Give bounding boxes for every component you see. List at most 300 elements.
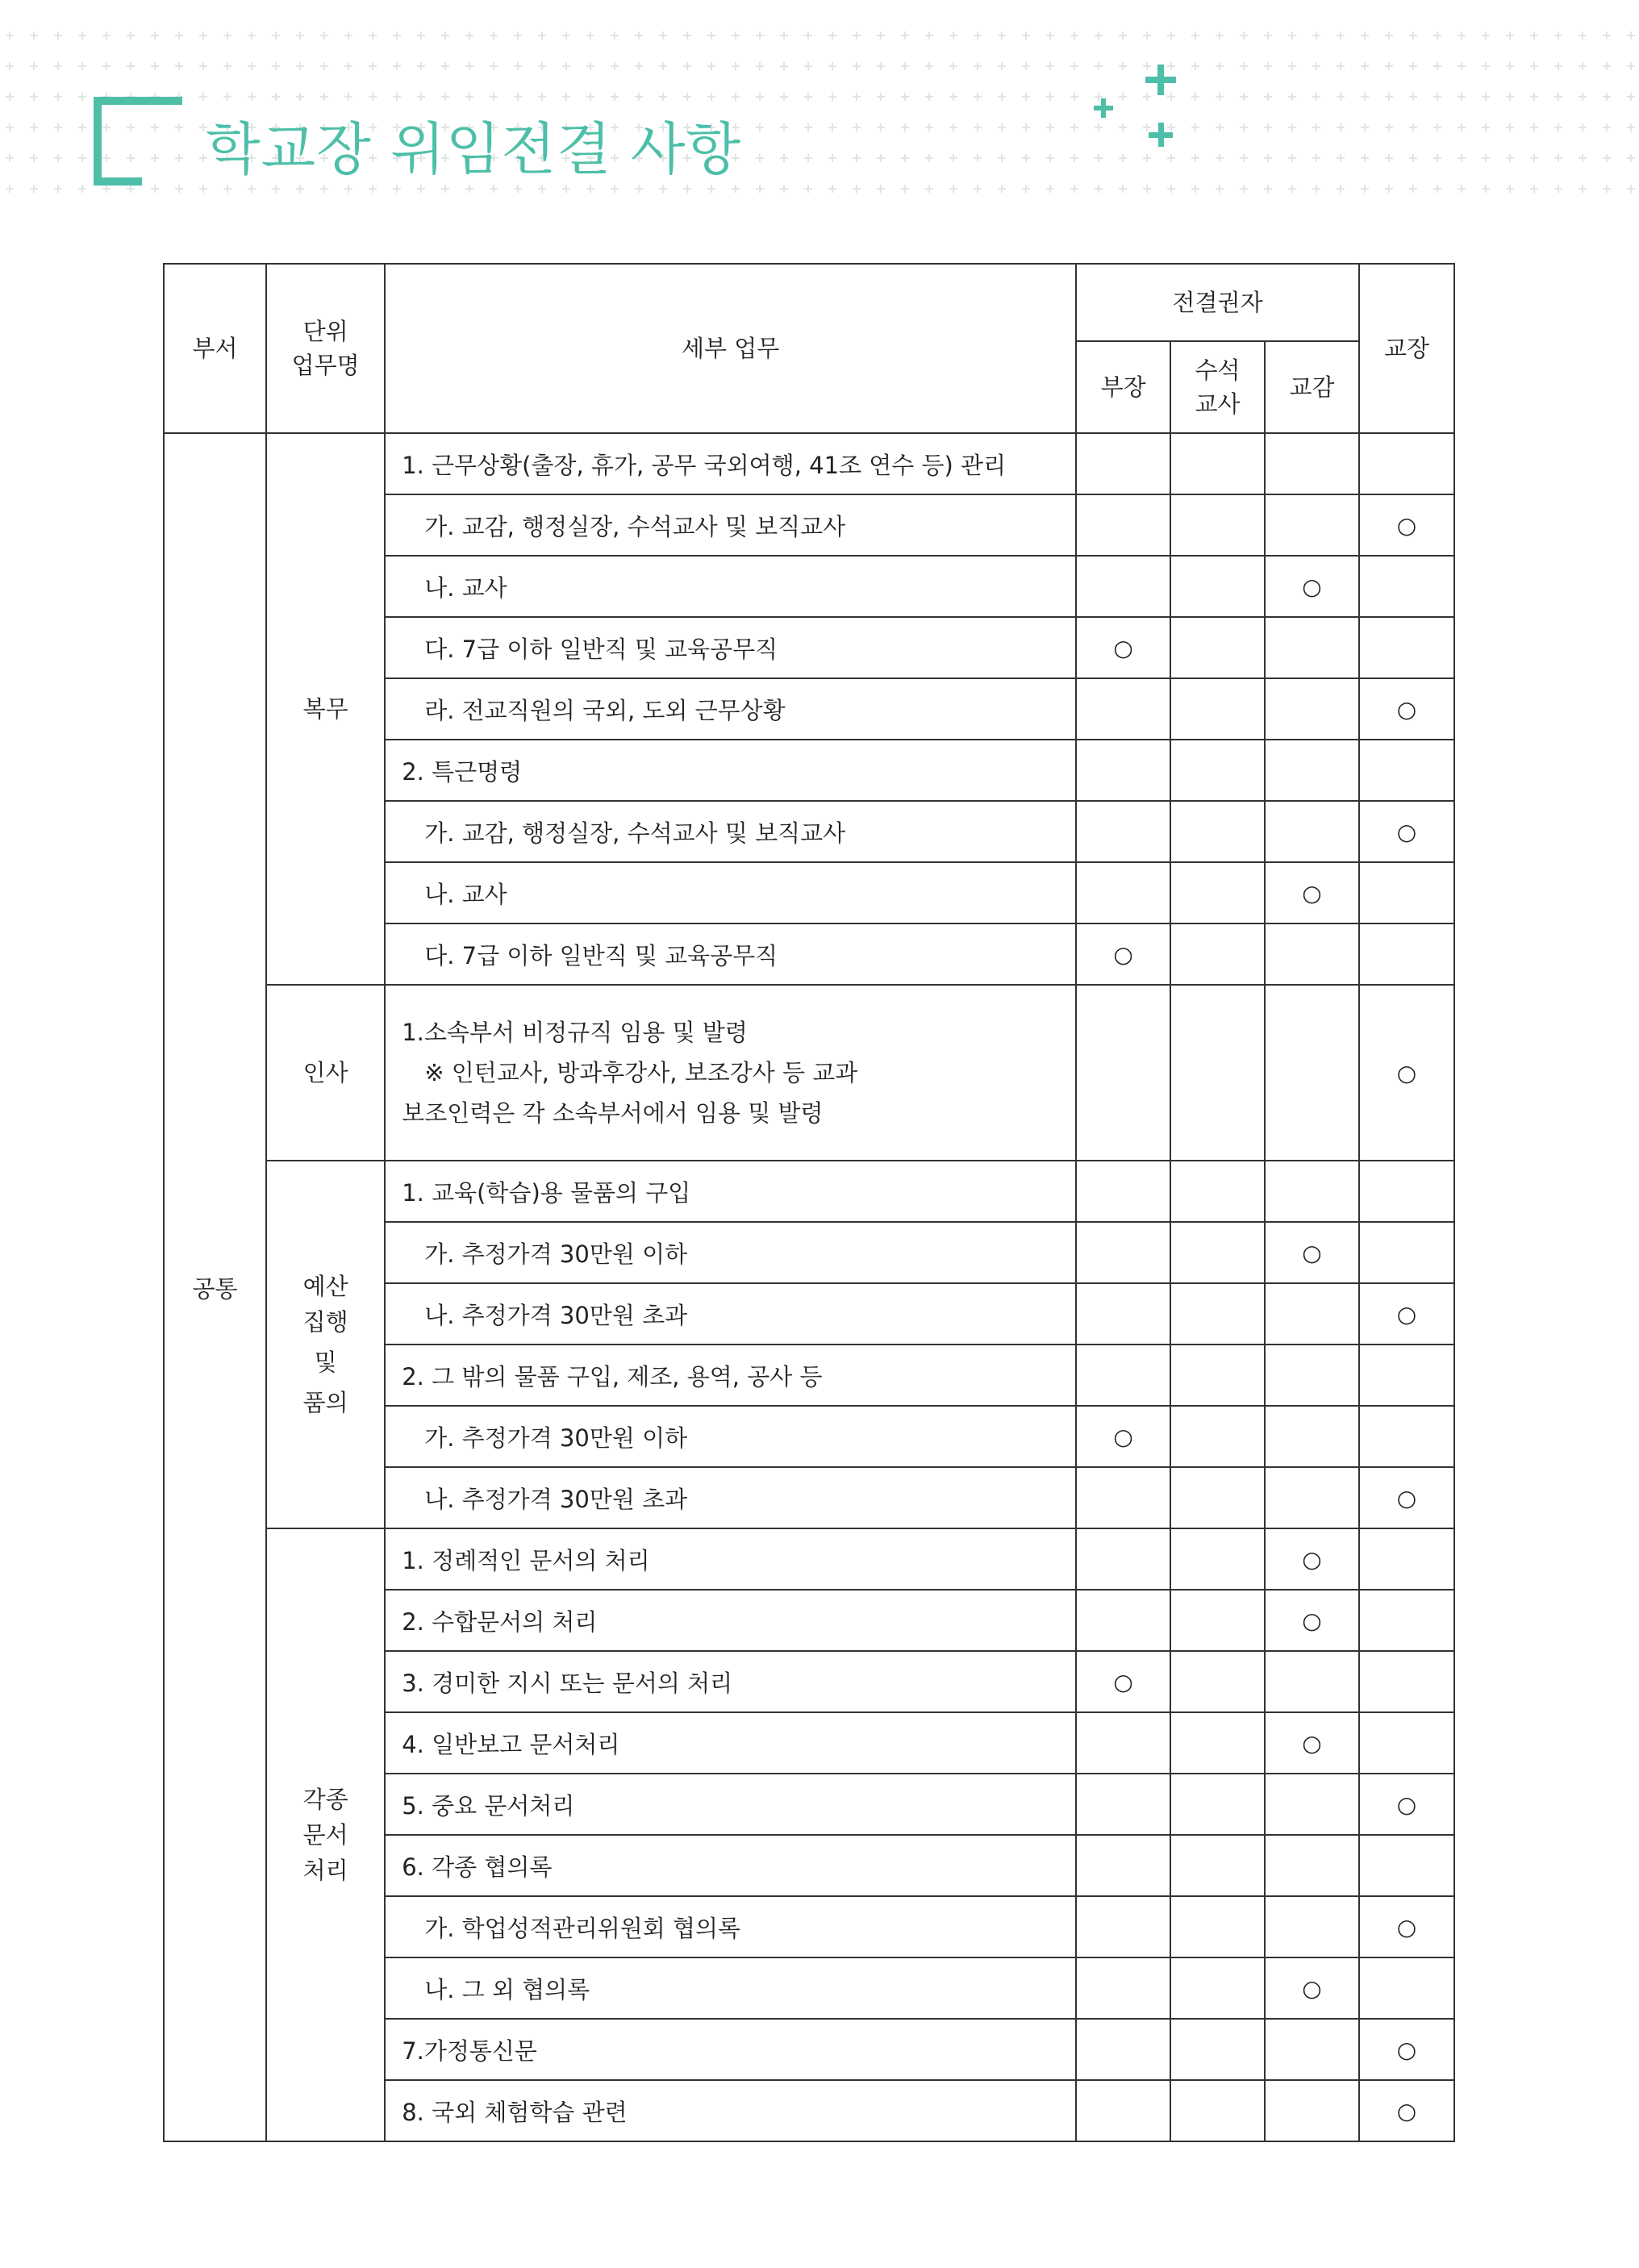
mark-cell-vice <box>1265 1222 1359 1283</box>
mark-cell-vice <box>1265 1406 1359 1467</box>
mark-cell-principal <box>1359 1406 1454 1467</box>
plus-decoration-icon <box>1089 94 1118 123</box>
mark-cell-head <box>1076 1835 1170 1896</box>
pattern-plus-mark <box>1361 185 1369 193</box>
pattern-plus-mark <box>1409 93 1417 101</box>
mark-cell-vice <box>1265 433 1359 494</box>
pattern-plus-mark <box>1409 123 1417 131</box>
pattern-plus-mark <box>78 154 86 162</box>
mark-cell-senior <box>1170 556 1265 617</box>
pattern-plus-mark <box>344 62 352 70</box>
pattern-plus-mark <box>102 31 111 40</box>
mark-cell-principal <box>1359 1896 1454 1957</box>
pattern-plus-mark <box>151 31 159 40</box>
pattern-plus-mark <box>586 185 594 193</box>
mark-cell-vice <box>1265 1774 1359 1835</box>
pattern-plus-mark <box>78 185 86 193</box>
pattern-plus-mark <box>127 185 135 193</box>
pattern-plus-mark <box>828 31 836 40</box>
mark-cell-principal <box>1359 678 1454 740</box>
pattern-plus-mark <box>490 93 498 101</box>
pattern-plus-mark <box>1506 123 1514 131</box>
pattern-plus-mark <box>1312 31 1320 40</box>
pattern-plus-mark <box>1240 93 1248 101</box>
pattern-plus-mark <box>1046 62 1054 70</box>
circle-mark-icon: ○ <box>1302 573 1322 600</box>
pattern-plus-mark <box>1361 123 1369 131</box>
pattern-plus-mark <box>901 123 909 131</box>
pattern-plus-mark <box>1361 62 1369 70</box>
pattern-plus-mark <box>1337 185 1345 193</box>
pattern-plus-mark <box>151 185 159 193</box>
pattern-plus-mark <box>1482 185 1490 193</box>
pattern-plus-mark <box>1240 31 1248 40</box>
mark-cell-vice <box>1265 923 1359 985</box>
circle-mark-icon: ○ <box>1302 1729 1322 1757</box>
unit-task-cell-bokmu: 복무 <box>266 433 385 985</box>
pattern-plus-mark <box>1191 31 1199 40</box>
pattern-plus-mark <box>901 154 909 162</box>
task-cell: 나. 교사 <box>385 862 1076 923</box>
pattern-plus-mark <box>1579 31 1587 40</box>
pattern-plus-mark <box>1264 123 1272 131</box>
pattern-plus-mark <box>853 123 861 131</box>
mark-cell-head <box>1076 1467 1170 1528</box>
mark-cell-principal <box>1359 1283 1454 1345</box>
circle-mark-icon: ○ <box>1396 1484 1417 1511</box>
pattern-plus-mark <box>1579 185 1587 193</box>
pattern-plus-mark <box>127 31 135 40</box>
pattern-plus-mark <box>223 93 231 101</box>
mark-cell-senior <box>1170 2019 1265 2080</box>
pattern-plus-mark <box>1385 123 1393 131</box>
pattern-plus-mark <box>1627 31 1635 40</box>
circle-mark-icon: ○ <box>1396 818 1417 845</box>
pattern-plus-mark <box>732 185 740 193</box>
header-dept: 부서 <box>164 264 266 433</box>
pattern-plus-mark <box>1458 31 1466 40</box>
pattern-plus-mark <box>1627 93 1635 101</box>
pattern-plus-mark <box>1119 154 1127 162</box>
task-cell: 가. 학업성적관리위원회 협의록 <box>385 1896 1076 1957</box>
pattern-plus-mark <box>1216 62 1224 70</box>
pattern-plus-mark <box>1264 185 1272 193</box>
pattern-plus-mark <box>369 185 377 193</box>
pattern-plus-mark <box>853 93 861 101</box>
circle-mark-icon: ○ <box>1396 2097 1417 2124</box>
pattern-plus-mark <box>974 123 982 131</box>
pattern-plus-mark <box>562 93 570 101</box>
pattern-plus-mark <box>804 154 812 162</box>
task-cell: 가. 추정가격 30만원 이하 <box>385 1406 1076 1467</box>
mark-cell-head <box>1076 2080 1170 2141</box>
mark-cell-head <box>1076 862 1170 923</box>
pattern-plus-mark <box>320 93 328 101</box>
pattern-plus-mark <box>175 31 183 40</box>
pattern-plus-mark <box>683 62 691 70</box>
mark-cell-principal <box>1359 1957 1454 2019</box>
circle-mark-icon: ○ <box>1302 879 1322 907</box>
pattern-plus-mark <box>1046 93 1054 101</box>
header-task: 세부 업무 <box>385 264 1076 433</box>
pattern-plus-mark <box>1482 62 1490 70</box>
pattern-plus-mark <box>828 185 836 193</box>
circle-mark-icon: ○ <box>1302 1239 1322 1266</box>
pattern-plus-mark <box>465 62 473 70</box>
pattern-plus-mark <box>441 185 449 193</box>
pattern-plus-mark <box>562 185 570 193</box>
pattern-plus-mark <box>1240 185 1248 193</box>
pattern-plus-mark <box>683 93 691 101</box>
pattern-plus-mark <box>1627 154 1635 162</box>
pattern-plus-mark <box>998 123 1006 131</box>
pattern-plus-mark <box>804 123 812 131</box>
mark-cell-senior <box>1170 1222 1265 1283</box>
pattern-plus-mark <box>272 93 280 101</box>
pattern-plus-mark <box>1506 154 1514 162</box>
pattern-plus-mark <box>248 31 256 40</box>
mark-cell-head <box>1076 740 1170 801</box>
pattern-plus-mark <box>1119 31 1127 40</box>
pattern-plus-mark <box>1433 123 1441 131</box>
header-senior-teacher: 수석 교사 <box>1170 341 1265 433</box>
pattern-plus-mark <box>1554 31 1562 40</box>
table-row <box>164 433 1454 494</box>
pattern-plus-mark <box>127 62 135 70</box>
task-cell: 1. 근무상황(출장, 휴가, 공무 국외여행, 41조 연수 등) 관리 <box>385 433 1076 494</box>
mark-cell-head <box>1076 985 1170 1161</box>
pattern-plus-mark <box>490 185 498 193</box>
pattern-plus-mark <box>998 62 1006 70</box>
mark-cell-senior <box>1170 617 1265 678</box>
mark-cell-senior <box>1170 433 1265 494</box>
mark-cell-vice <box>1265 1896 1359 1957</box>
pattern-plus-mark <box>949 185 957 193</box>
pattern-plus-mark <box>1385 62 1393 70</box>
pattern-plus-mark <box>1409 185 1417 193</box>
pattern-plus-mark <box>828 62 836 70</box>
pattern-plus-mark <box>1191 62 1199 70</box>
circle-mark-icon: ○ <box>1113 634 1133 661</box>
pattern-plus-mark <box>1264 154 1272 162</box>
task-cell: 1. 정례적인 문서의 처리 <box>385 1528 1076 1590</box>
pattern-plus-mark <box>659 31 667 40</box>
mark-cell-vice <box>1265 494 1359 556</box>
pattern-plus-mark <box>1433 31 1441 40</box>
pattern-plus-mark <box>344 31 352 40</box>
pattern-plus-mark <box>1627 123 1635 131</box>
pattern-plus-mark <box>1264 31 1272 40</box>
mark-cell-senior <box>1170 2080 1265 2141</box>
pattern-plus-mark <box>1506 31 1514 40</box>
pattern-plus-mark <box>1070 154 1078 162</box>
mark-cell-vice <box>1265 1712 1359 1774</box>
pattern-plus-mark <box>828 154 836 162</box>
pattern-plus-mark <box>1385 185 1393 193</box>
mark-cell-senior <box>1170 740 1265 801</box>
circle-mark-icon: ○ <box>1396 1791 1417 1818</box>
pattern-plus-mark <box>369 93 377 101</box>
mark-cell-principal <box>1359 1528 1454 1590</box>
mark-cell-vice <box>1265 801 1359 862</box>
task-cell: 1. 교육(학습)용 물품의 구입 <box>385 1161 1076 1222</box>
pattern-plus-mark <box>1554 93 1562 101</box>
delegation-table <box>163 263 1455 2142</box>
pattern-plus-mark <box>175 185 183 193</box>
pattern-plus-mark <box>756 93 764 101</box>
pattern-plus-mark <box>1458 123 1466 131</box>
pattern-plus-mark <box>1167 31 1175 40</box>
pattern-plus-mark <box>1070 123 1078 131</box>
mark-cell-principal <box>1359 556 1454 617</box>
pattern-plus-mark <box>974 185 982 193</box>
pattern-plus-mark <box>1385 154 1393 162</box>
pattern-plus-mark <box>199 62 207 70</box>
circle-mark-icon: ○ <box>1396 695 1417 723</box>
mark-cell-head <box>1076 1896 1170 1957</box>
mark-cell-principal <box>1359 740 1454 801</box>
pattern-plus-mark <box>54 62 62 70</box>
pattern-plus-mark <box>1191 93 1199 101</box>
pattern-plus-mark <box>877 31 885 40</box>
header-unit: 단위 업무명 <box>266 264 385 433</box>
pattern-plus-mark <box>877 93 885 101</box>
mark-cell-vice <box>1265 1651 1359 1712</box>
pattern-plus-mark <box>1554 62 1562 70</box>
unit-task-cell-insa: 인사 <box>266 985 385 1161</box>
pattern-plus-mark <box>1312 123 1320 131</box>
pattern-plus-mark <box>1216 154 1224 162</box>
mark-cell-principal <box>1359 1651 1454 1712</box>
pattern-plus-mark <box>1022 185 1030 193</box>
mark-cell-principal <box>1359 1835 1454 1896</box>
pattern-plus-mark <box>611 185 619 193</box>
mark-cell-head <box>1076 1345 1170 1406</box>
mark-cell-principal <box>1359 617 1454 678</box>
pattern-plus-mark <box>1288 62 1296 70</box>
pattern-plus-mark <box>756 62 764 70</box>
pattern-plus-mark <box>1579 62 1587 70</box>
pattern-plus-mark <box>1458 185 1466 193</box>
pattern-plus-mark <box>102 185 111 193</box>
pattern-plus-mark <box>635 185 643 193</box>
pattern-plus-mark <box>949 93 957 101</box>
pattern-plus-mark <box>1119 185 1127 193</box>
mark-cell-vice <box>1265 1161 1359 1222</box>
pattern-plus-mark <box>538 62 546 70</box>
pattern-plus-mark <box>6 154 14 162</box>
circle-mark-icon: ○ <box>1113 940 1133 968</box>
pattern-plus-mark <box>1022 31 1030 40</box>
pattern-plus-mark <box>1337 31 1345 40</box>
pattern-plus-mark <box>1288 123 1296 131</box>
task-cell: 2. 그 밖의 물품 구입, 제조, 용역, 공사 등 <box>385 1345 1076 1406</box>
pattern-plus-mark <box>804 31 812 40</box>
pattern-plus-mark <box>1022 154 1030 162</box>
mark-cell-head <box>1076 1590 1170 1651</box>
task-cell: 다. 7급 이하 일반직 및 교육공무직 <box>385 617 1076 678</box>
pattern-plus-mark <box>1361 93 1369 101</box>
pattern-plus-mark <box>925 123 933 131</box>
pattern-plus-mark <box>804 62 812 70</box>
pattern-plus-mark <box>272 62 280 70</box>
pattern-plus-mark <box>1022 123 1030 131</box>
pattern-plus-mark <box>901 31 909 40</box>
pattern-plus-mark <box>1385 31 1393 40</box>
pattern-plus-mark <box>780 154 788 162</box>
pattern-plus-mark <box>175 62 183 70</box>
pattern-plus-mark <box>344 93 352 101</box>
pattern-plus-mark <box>1337 123 1345 131</box>
pattern-plus-mark <box>974 62 982 70</box>
pattern-plus-mark <box>1022 93 1030 101</box>
pattern-plus-mark <box>1312 93 1320 101</box>
pattern-plus-mark <box>1530 62 1538 70</box>
mark-cell-vice <box>1265 1957 1359 2019</box>
pattern-plus-mark <box>707 185 715 193</box>
pattern-plus-mark <box>1458 62 1466 70</box>
pattern-plus-mark <box>1603 185 1611 193</box>
pattern-plus-mark <box>1167 185 1175 193</box>
mark-cell-head <box>1076 1161 1170 1222</box>
mark-cell-principal <box>1359 1774 1454 1835</box>
mark-cell-vice <box>1265 1590 1359 1651</box>
pattern-plus-mark <box>441 31 449 40</box>
mark-cell-senior <box>1170 1835 1265 1896</box>
pattern-plus-mark <box>925 185 933 193</box>
pattern-plus-mark <box>248 93 256 101</box>
task-cell: 나. 추정가격 30만원 초과 <box>385 1283 1076 1345</box>
mark-cell-senior <box>1170 1774 1265 1835</box>
pattern-plus-mark <box>30 154 38 162</box>
pattern-plus-mark <box>877 154 885 162</box>
task-cell: 나. 교사 <box>385 556 1076 617</box>
pattern-plus-mark <box>1070 93 1078 101</box>
mark-cell-vice <box>1265 678 1359 740</box>
unit-task-cell-budget: 예산 집행 및 품의 <box>266 1161 385 1528</box>
pattern-plus-mark <box>1288 31 1296 40</box>
circle-mark-icon: ○ <box>1302 1545 1322 1573</box>
pattern-plus-mark <box>417 185 425 193</box>
plus-decoration-icon <box>1137 56 1186 105</box>
mark-cell-principal <box>1359 862 1454 923</box>
pattern-plus-mark <box>514 93 522 101</box>
mark-cell-vice <box>1265 985 1359 1161</box>
mark-cell-principal <box>1359 1161 1454 1222</box>
circle-mark-icon: ○ <box>1396 1059 1417 1086</box>
pattern-plus-mark <box>1482 123 1490 131</box>
pattern-plus-mark <box>514 185 522 193</box>
mark-cell-vice <box>1265 2019 1359 2080</box>
task-cell: 가. 교감, 행정실장, 수석교사 및 보직교사 <box>385 801 1076 862</box>
pattern-plus-mark <box>6 185 14 193</box>
pattern-plus-mark <box>465 185 473 193</box>
mark-cell-head <box>1076 1283 1170 1345</box>
pattern-plus-mark <box>1264 62 1272 70</box>
pattern-plus-mark <box>1530 154 1538 162</box>
pattern-plus-mark <box>925 154 933 162</box>
pattern-plus-mark <box>1409 31 1417 40</box>
pattern-plus-mark <box>925 93 933 101</box>
mark-cell-vice <box>1265 1528 1359 1590</box>
pattern-plus-mark <box>756 123 764 131</box>
header-head: 부장 <box>1076 341 1170 433</box>
pattern-plus-mark <box>514 31 522 40</box>
pattern-plus-mark <box>1506 62 1514 70</box>
pattern-plus-mark <box>296 185 304 193</box>
pattern-plus-mark <box>732 31 740 40</box>
mark-cell-senior <box>1170 1467 1265 1528</box>
pattern-plus-mark <box>54 154 62 162</box>
pattern-plus-mark <box>1288 154 1296 162</box>
circle-mark-icon: ○ <box>1396 1300 1417 1328</box>
table-row <box>164 1528 1454 1590</box>
pattern-plus-mark <box>707 93 715 101</box>
pattern-plus-mark <box>6 93 14 101</box>
pattern-plus-mark <box>1095 31 1103 40</box>
pattern-plus-mark <box>320 62 328 70</box>
pattern-plus-mark <box>1530 31 1538 40</box>
circle-mark-icon: ○ <box>1302 1607 1322 1634</box>
pattern-plus-mark <box>877 185 885 193</box>
mark-cell-principal <box>1359 1222 1454 1283</box>
pattern-plus-mark <box>78 123 86 131</box>
pattern-plus-mark <box>1579 93 1587 101</box>
pattern-plus-mark <box>30 123 38 131</box>
pattern-plus-mark <box>998 31 1006 40</box>
pattern-plus-mark <box>199 93 207 101</box>
pattern-plus-mark <box>974 93 982 101</box>
pattern-plus-mark <box>901 185 909 193</box>
pattern-plus-mark <box>1530 123 1538 131</box>
pattern-plus-mark <box>828 123 836 131</box>
pattern-plus-mark <box>562 62 570 70</box>
pattern-plus-mark <box>780 62 788 70</box>
pattern-plus-mark <box>1119 123 1127 131</box>
pattern-plus-mark <box>635 93 643 101</box>
pattern-plus-mark <box>1312 154 1320 162</box>
header-vice: 교감 <box>1265 341 1359 433</box>
pattern-plus-mark <box>1433 185 1441 193</box>
mark-cell-principal <box>1359 1345 1454 1406</box>
pattern-plus-mark <box>6 31 14 40</box>
mark-cell-vice <box>1265 556 1359 617</box>
pattern-plus-mark <box>1554 154 1562 162</box>
pattern-plus-mark <box>1143 31 1151 40</box>
mark-cell-senior <box>1170 1957 1265 2019</box>
pattern-plus-mark <box>441 93 449 101</box>
mark-cell-senior <box>1170 1528 1265 1590</box>
page-title: 학교장 위임전결 사항 <box>206 116 742 182</box>
pattern-plus-mark <box>1046 123 1054 131</box>
pattern-plus-mark <box>344 185 352 193</box>
mark-cell-head <box>1076 1957 1170 2019</box>
mark-cell-head <box>1076 1712 1170 1774</box>
pattern-plus-mark <box>272 31 280 40</box>
mark-cell-senior <box>1170 985 1265 1161</box>
pattern-plus-mark <box>780 93 788 101</box>
pattern-plus-mark <box>248 62 256 70</box>
mark-cell-senior <box>1170 923 1265 985</box>
pattern-plus-mark <box>1264 93 1272 101</box>
pattern-plus-mark <box>1458 154 1466 162</box>
pattern-plus-mark <box>1191 185 1199 193</box>
pattern-plus-mark <box>393 62 401 70</box>
header-principal: 교장 <box>1359 264 1454 433</box>
pattern-plus-mark <box>272 185 280 193</box>
pattern-plus-mark <box>1288 185 1296 193</box>
pattern-plus-mark <box>998 93 1006 101</box>
